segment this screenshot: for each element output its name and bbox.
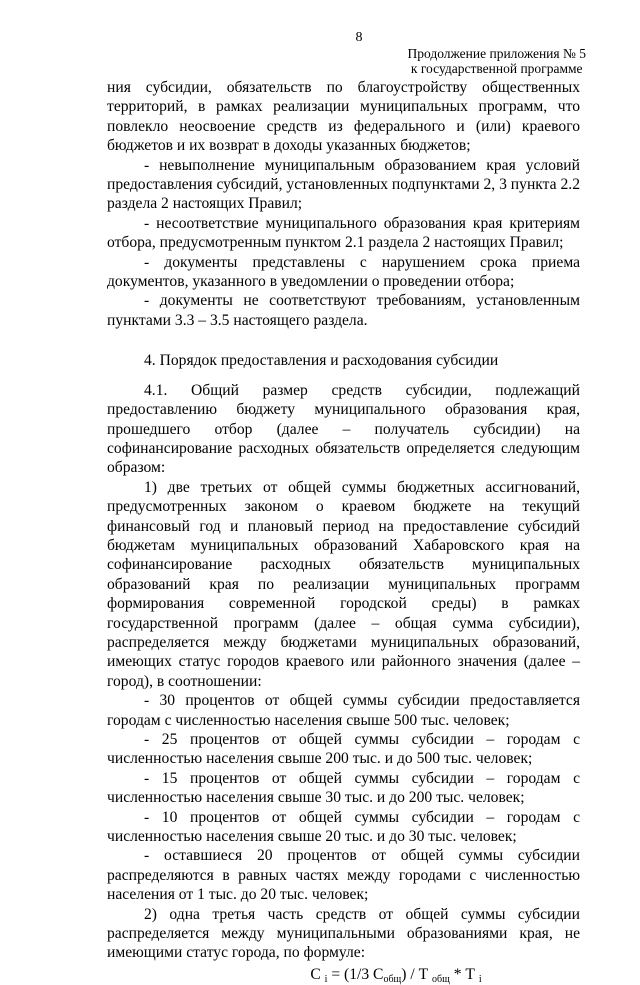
paragraph: 1) две третьих от общей суммы бюджетных ассигнований, предусмотренных законом о краевом бюджете на текущий финансовый год и плановый период на предоставление субсидий бюджетам муниципальных образований Хабаровского края на софинансирование расходных обязательств муниципальных образований края по реализации муниципальных программ формирования современной городской среды) в рамках государственной программ (далее – общая сумма субсидии), распределяется между бюджетами муниципальных образований, имеющих статус городов краевого или районного значения (далее – город), в соотношении:	[107, 478, 580, 690]
list-item: - 30 процентов от общей суммы субсидии предоставляется городам с численностью населения свыше 500 тыс. человек;	[107, 692, 580, 729]
paragraph: 4.1. Общий размер средств субсидии, подлежащий предоставлению бюджету муниципального образования края, прошедшего отбор (далее – получатель субсидии) на софинансирование расходных обязательств определяется следующим образом:	[107, 381, 580, 477]
list-item: - 15 процентов от общей суммы субсидии – городам с численностью населения свыше 30 тыс. и до 200 тыс. человек;	[107, 769, 580, 807]
list-item: - невыполнение муниципальным образованием края условий предоставления субсидий, установленных подпунктами 2, 3 пункта 2.2 раздела 2 настоящих Правил;	[107, 156, 580, 213]
formula-subscript: i	[478, 973, 482, 985]
list-item: - оставшиеся 20 процентов от общей суммы субсидии распределяются в равных частях между городами с численностью населения от 1 тыс. до 20 тыс. человек;	[107, 847, 580, 904]
paragraph: 2) одна третья часть средств от общей суммы субсидии распределяется между муниципальными образованиями края, не имеющими статус города, по формуле:	[107, 905, 580, 962]
list-item: - документы не соответствуют требованиям, установленным пунктами 3.3 – 3.5 настоящего раздела.	[107, 292, 580, 329]
formula	[107, 965, 580, 985]
list-item: - 25 процентов от общей суммы субсидии – городам с численностью населения свыше 200 тыс. и до 500 тыс. человек;	[107, 731, 580, 768]
list-item: - 10 процентов от общей суммы субсидии – городам с численностью населения свыше 20 тыс. и до 30 тыс. человек;	[107, 808, 580, 846]
formula-part: = (1/3 С	[331, 965, 384, 983]
appendix-line-1: Продолжение приложения № 5	[407, 46, 586, 61]
list-item: - документы представлены с нарушением срока приема документов, указанного в уведомлении о проведении отбора;	[107, 253, 580, 291]
formula-subscript: i	[324, 973, 328, 985]
list-item: - несоответствие муниципального образования края критериям отбора, предусмотренным пунктом 2.1 раздела 2 настоящих Правил;	[107, 214, 580, 252]
formula-subscript: общ	[383, 973, 402, 985]
section-heading: 4. Порядок предоставления и расходования субсидии	[144, 352, 499, 370]
document-body	[107, 78, 580, 985]
paragraph-continuation: ния субсидии, обязательств по благоустройству общественных территорий, в рамках реализации муниципальных программ, что повлекло неосвоение средств из федерального и (или) краевого бюджетов и их возврат в доходы указанных бюджетов;	[107, 79, 580, 155]
formula-symbol: С	[310, 965, 321, 983]
formula-part: ) / Т	[401, 965, 429, 983]
appendix-reference	[407, 46, 586, 76]
formula-part: * Т	[453, 965, 475, 983]
appendix-line-2: к государственной программе	[410, 61, 583, 76]
page-number: 8	[355, 30, 363, 45]
formula-subscript: общ	[432, 973, 450, 985]
